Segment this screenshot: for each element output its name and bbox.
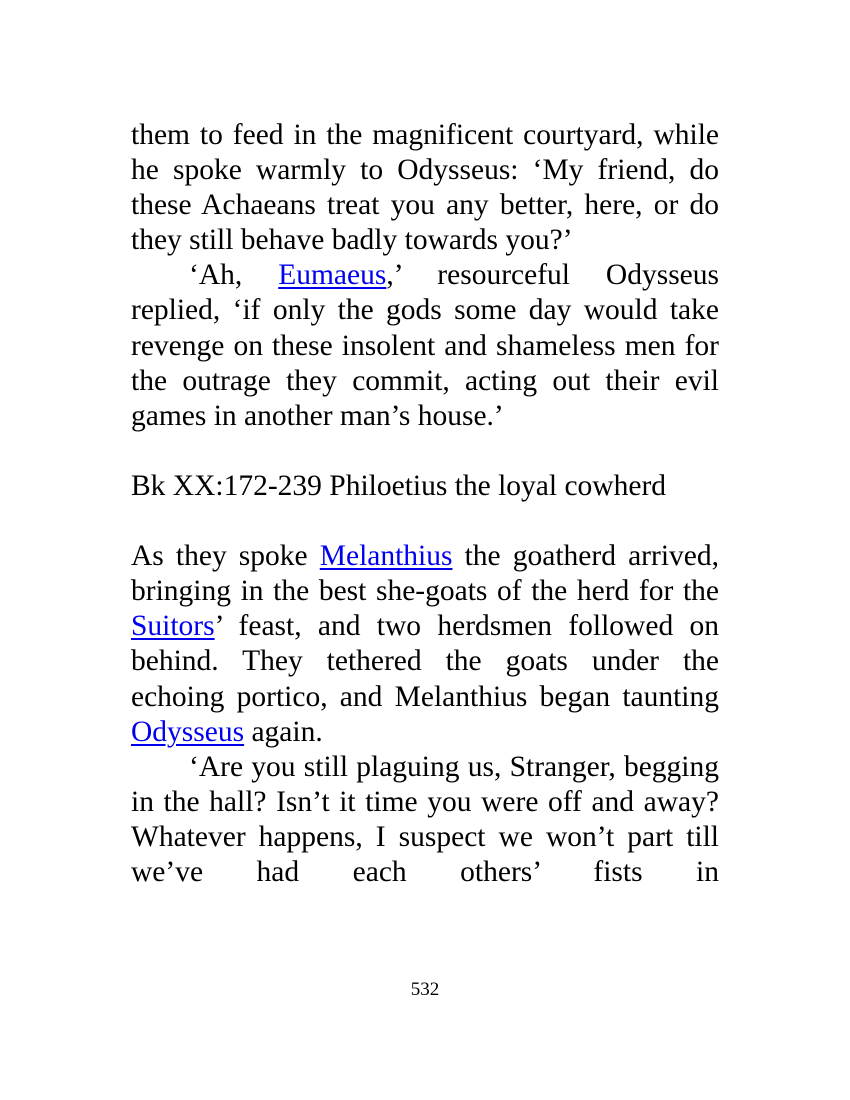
link-odysseus[interactable]: Odysseus <box>131 715 245 748</box>
page-number: 532 <box>410 979 440 1000</box>
paragraph-3-part2: the goatherd arrived, bringing in the best she-goats of the herd for the <box>131 540 719 608</box>
link-melanthius[interactable]: Melanthius <box>319 540 453 573</box>
section-heading: Bk XX:172-239 Philoetius the loyal cowherd <box>131 469 667 502</box>
paragraph-3-part3: ’ feast, and two herdsmen followed on behind. They tethered the goats under the echoing portico, and Melanthius began taunting <box>131 610 719 713</box>
link-eumaeus[interactable]: Eumaeus <box>278 259 387 292</box>
spacer <box>131 434 719 469</box>
paragraph-2-before: ‘Ah, <box>189 259 279 292</box>
paragraph-4-text: ‘Are you still plaguing us, Stranger, begging in the hall? Isn’t it time you were off and away? Whatever happens, I suspect we won’t part till we’ve had each others’ fists in <box>131 750 719 888</box>
paragraph-3-part4: again. <box>244 715 323 748</box>
link-suitors[interactable]: Suitors <box>131 610 215 643</box>
spacer <box>131 504 719 539</box>
page-body <box>131 118 719 890</box>
paragraph-2 <box>131 258 719 433</box>
paragraph-2-after: ,’ resourceful Odysseus replied, ‘if only the gods some day would take revenge on these insolent and shameless men for the outrage they commit, acting out their evil games in another man’s house.’ <box>131 259 719 432</box>
paragraph-4 <box>131 750 719 890</box>
paragraph-1-text: them to feed in the magnificent courtyard, while he spoke warmly to Odysseus: ‘My friend, do these Achaeans treat you any better, here, or do they still behave badly towards you?’ <box>131 119 719 257</box>
paragraph-3-part1: As they spoke <box>131 540 320 573</box>
paragraph-3 <box>131 539 719 750</box>
paragraph-1 <box>131 118 719 258</box>
